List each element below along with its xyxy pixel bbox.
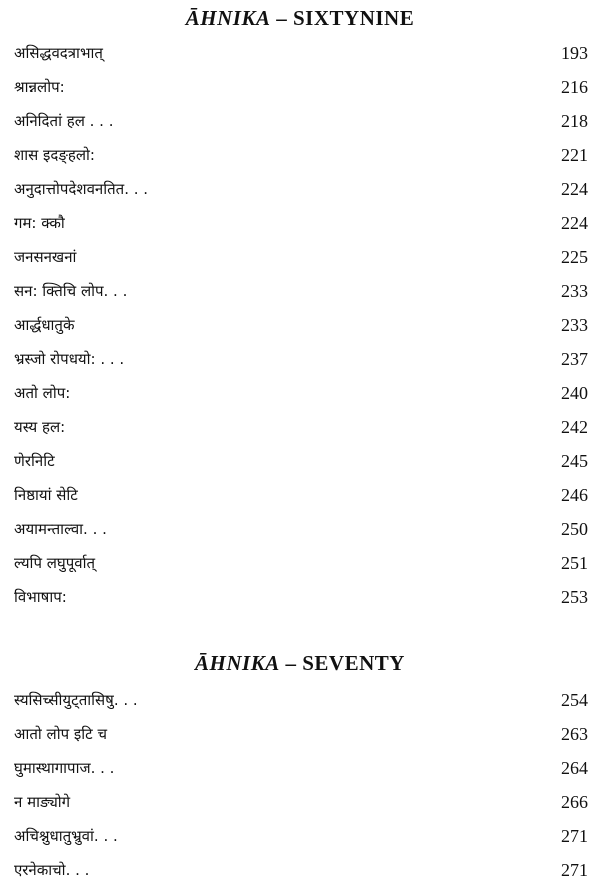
- index-term: एरनेकाचो. . .: [14, 861, 90, 879]
- index-row: [0, 821, 600, 855]
- index-page-number: 233: [561, 315, 588, 335]
- index-page-number: 251: [561, 553, 588, 573]
- section-heading-seventy: [0, 651, 600, 675]
- index-term: विभाषाप:: [14, 588, 67, 606]
- index-row: [0, 72, 600, 106]
- index-row: [0, 208, 600, 242]
- index-term: श्रान्नलोप:: [14, 78, 65, 96]
- index-page-number: 224: [561, 179, 588, 199]
- index-row: [0, 548, 600, 582]
- index-row: [0, 310, 600, 344]
- index-term: शास इदङ्हलो:: [14, 146, 95, 164]
- index-row: [0, 344, 600, 378]
- index-row: [0, 412, 600, 446]
- index-row: [0, 787, 600, 821]
- heading-ahnika-label: ĀHNIKA: [185, 6, 271, 30]
- index-row: [0, 140, 600, 174]
- section-heading-sixtynine: [0, 6, 600, 30]
- index-term: भ्रस्जो रोपधयो: . . .: [14, 350, 125, 368]
- index-row: [0, 480, 600, 514]
- index-term: जनसनखनां: [14, 248, 77, 266]
- index-term: आर्द्धधातुके: [14, 316, 75, 334]
- index-page-number: 264: [561, 758, 588, 778]
- index-page-number: 266: [561, 792, 588, 812]
- index-row: [0, 582, 600, 616]
- heading-number-label: – SEVENTY: [279, 651, 405, 675]
- index-term: अचिश्नुधातुभ्रुवां. . .: [14, 827, 118, 845]
- index-term: न माङ्योगे: [14, 793, 71, 811]
- index-term: अतो लोप:: [14, 384, 71, 402]
- index-row: [0, 242, 600, 276]
- index-list-sixtynine: [0, 38, 600, 616]
- index-term: सन: क्तिचि लोप. . .: [14, 282, 128, 300]
- index-page-number: 225: [561, 247, 588, 267]
- index-term: निष्ठायां सेटि: [14, 486, 78, 504]
- index-row: [0, 446, 600, 480]
- index-term: असिद्धवदत्राभात्: [14, 44, 103, 62]
- index-page-number: 193: [561, 43, 588, 63]
- index-row: [0, 174, 600, 208]
- index-page-number: 218: [561, 111, 588, 131]
- index-row: [0, 276, 600, 310]
- index-term: अनुदात्तोपदेशवनतित. . .: [14, 180, 149, 198]
- index-page-number: 242: [561, 417, 588, 437]
- index-row: [0, 38, 600, 72]
- index-term: अनिदितां हल . . .: [14, 112, 114, 130]
- index-term: णेरनिटि: [14, 452, 55, 470]
- index-row: [0, 106, 600, 140]
- index-page-number: 250: [561, 519, 588, 539]
- index-page-number: 253: [561, 587, 588, 607]
- index-term: यस्य हल:: [14, 418, 66, 436]
- index-list-seventy: [0, 685, 600, 889]
- index-row: [0, 514, 600, 548]
- index-page-number: 246: [561, 485, 588, 505]
- index-page-number: 240: [561, 383, 588, 403]
- index-term: ल्यपि लघुपूर्वात्: [14, 554, 96, 572]
- index-page-number: 271: [561, 826, 588, 846]
- index-term: घुमास्थागापाज. . .: [14, 759, 115, 777]
- index-term: आतो लोप इटि च: [14, 725, 107, 743]
- index-page-number: 216: [561, 77, 588, 97]
- index-page-number: 221: [561, 145, 588, 165]
- index-term: अयामन्ताल्वा. . .: [14, 520, 107, 538]
- index-page-number: 237: [561, 349, 588, 369]
- heading-ahnika-label: ĀHNIKA: [195, 651, 280, 675]
- heading-number-label: – SIXTYNINE: [270, 6, 415, 30]
- index-page-number: 271: [561, 860, 588, 880]
- index-row: [0, 685, 600, 719]
- index-page-number: 224: [561, 213, 588, 233]
- index-page-number: 233: [561, 281, 588, 301]
- index-row: [0, 753, 600, 787]
- index-page-number: 263: [561, 724, 588, 744]
- index-row: [0, 719, 600, 753]
- index-row: [0, 378, 600, 412]
- index-term: गम: क्कौ: [14, 214, 65, 232]
- index-page-number: 245: [561, 451, 588, 471]
- index-term: स्यसिच्सीयुट्तासिषु. . .: [14, 691, 138, 709]
- index-page-number: 254: [561, 690, 588, 710]
